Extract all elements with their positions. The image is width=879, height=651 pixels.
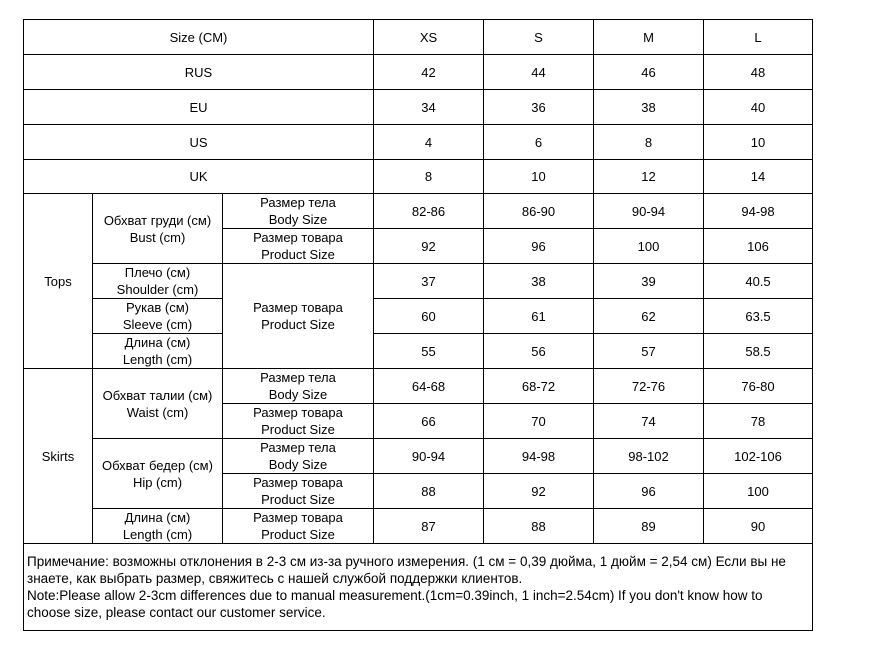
cell-value: 39 xyxy=(594,264,704,299)
hip-label xyxy=(93,439,223,509)
hip-label-en: Hip (cm) xyxy=(132,474,183,490)
cell-value: 90 xyxy=(704,509,813,544)
system-label: US xyxy=(24,125,374,160)
cell-value: 8 xyxy=(594,125,704,160)
cell-value: 63.5 xyxy=(704,299,813,334)
cell-value: 14 xyxy=(704,160,813,194)
cell-value: 57 xyxy=(594,334,704,369)
skirts-label: Skirts xyxy=(24,369,93,544)
cell-value: 92 xyxy=(374,229,484,264)
size-header-s: S xyxy=(484,20,594,55)
table-row xyxy=(24,90,813,125)
type-label-ru: Размер товара xyxy=(253,230,343,245)
cell-value: 88 xyxy=(374,474,484,509)
type-label-en: Product Size xyxy=(261,527,335,542)
cell-value: 10 xyxy=(704,125,813,160)
type-product-size xyxy=(223,404,374,439)
type-body-size xyxy=(223,369,374,404)
cell-value: 68-72 xyxy=(484,369,594,404)
header-row xyxy=(24,20,813,55)
type-label-en: Body Size xyxy=(268,387,328,402)
cell-value: 90-94 xyxy=(374,439,484,474)
table-row xyxy=(24,369,813,404)
type-body-size xyxy=(223,439,374,474)
cell-value: 60 xyxy=(374,299,484,334)
size-chart-table xyxy=(23,19,813,631)
sleeve-label xyxy=(93,299,223,334)
cell-value: 89 xyxy=(594,509,704,544)
waist-label xyxy=(93,369,223,439)
type-product-size xyxy=(223,509,374,544)
skirts-length-label xyxy=(93,509,223,544)
table-row xyxy=(24,55,813,90)
table-row xyxy=(24,439,813,474)
type-label-en: Product Size xyxy=(261,422,335,437)
system-label: RUS xyxy=(24,55,374,90)
type-body-size xyxy=(223,194,374,229)
waist-label-en: Waist (cm) xyxy=(126,404,189,420)
table-row xyxy=(24,264,813,299)
cell-value: 64-68 xyxy=(374,369,484,404)
type-label-en: Body Size xyxy=(268,457,328,472)
sleeve-label-en: Sleeve (cm) xyxy=(122,317,193,332)
type-label-ru: Размер товара xyxy=(253,475,343,490)
sleeve-label-ru: Рукав (см) xyxy=(126,300,189,315)
note-cell xyxy=(24,544,813,631)
cell-value: 92 xyxy=(484,474,594,509)
type-product-size xyxy=(223,229,374,264)
cell-value: 48 xyxy=(704,55,813,90)
size-header-m: M xyxy=(594,20,704,55)
type-label-en: Product Size xyxy=(261,247,335,262)
cell-value: 70 xyxy=(484,404,594,439)
cell-value: 6 xyxy=(484,125,594,160)
cell-value: 98-102 xyxy=(594,439,704,474)
type-product-size xyxy=(223,474,374,509)
cell-value: 12 xyxy=(594,160,704,194)
cell-value: 37 xyxy=(374,264,484,299)
system-label: EU xyxy=(24,90,374,125)
type-label-ru: Размер тела xyxy=(260,440,336,455)
cell-value: 94-98 xyxy=(484,439,594,474)
shoulder-label xyxy=(93,264,223,299)
table-row xyxy=(24,160,813,194)
size-header-xs: XS xyxy=(374,20,484,55)
note-en: Note:Please allow 2-3cm differences due to manual measurement.(1cm=0.39inch, 1 inch=2.54cm) If you don't know how to choose size, please contact our customer service. xyxy=(27,588,763,620)
cell-value: 34 xyxy=(374,90,484,125)
waist-label-ru: Обхват талии (см) xyxy=(102,387,213,403)
cell-value: 61 xyxy=(484,299,594,334)
type-label-ru: Размер товара xyxy=(253,510,343,525)
cell-value: 8 xyxy=(374,160,484,194)
cell-value: 100 xyxy=(704,474,813,509)
length-label-ru: Длина (см) xyxy=(124,510,191,525)
type-label-en: Body Size xyxy=(268,212,328,227)
table-row xyxy=(24,194,813,229)
table-row xyxy=(24,334,813,369)
cell-value: 56 xyxy=(484,334,594,369)
cell-value: 102-106 xyxy=(704,439,813,474)
cell-value: 58.5 xyxy=(704,334,813,369)
length-label-ru: Длина (см) xyxy=(124,335,191,350)
size-title: Size (CM) xyxy=(24,20,374,55)
cell-value: 94-98 xyxy=(704,194,813,229)
shoulder-label-en: Shoulder (cm) xyxy=(116,282,199,297)
bust-label xyxy=(93,194,223,264)
cell-value: 42 xyxy=(374,55,484,90)
table-row xyxy=(24,125,813,160)
type-label-en: Product Size xyxy=(261,317,335,332)
cell-value: 72-76 xyxy=(594,369,704,404)
size-header-l: L xyxy=(704,20,813,55)
note-row xyxy=(24,544,813,631)
type-label-ru: Размер тела xyxy=(260,195,336,210)
cell-value: 87 xyxy=(374,509,484,544)
type-label-ru: Размер товара xyxy=(253,300,343,315)
cell-value: 96 xyxy=(484,229,594,264)
cell-value: 78 xyxy=(704,404,813,439)
bust-label-ru: Обхват груди (см) xyxy=(103,212,212,228)
cell-value: 66 xyxy=(374,404,484,439)
cell-value: 36 xyxy=(484,90,594,125)
cell-value: 74 xyxy=(594,404,704,439)
cell-value: 82-86 xyxy=(374,194,484,229)
cell-value: 10 xyxy=(484,160,594,194)
cell-value: 62 xyxy=(594,299,704,334)
note-ru: Примечание: возможны отклонения в 2-3 см из-за ручного измерения. (1 см = 0,39 дюйма, 1 дюйм = 2,54 см) Если вы не знаете, как выбрать размер, свяжитесь с нашей службой поддержки клиентов. xyxy=(27,554,786,586)
bust-label-en: Bust (cm) xyxy=(129,229,186,245)
cell-value: 55 xyxy=(374,334,484,369)
cell-value: 40 xyxy=(704,90,813,125)
length-label-en: Length (cm) xyxy=(122,352,193,367)
tops-length-label xyxy=(93,334,223,369)
length-label-en: Length (cm) xyxy=(122,527,193,542)
cell-value: 96 xyxy=(594,474,704,509)
type-label-en: Product Size xyxy=(261,492,335,507)
system-label: UK xyxy=(24,160,374,194)
type-label-ru: Размер товара xyxy=(253,405,343,420)
cell-value: 100 xyxy=(594,229,704,264)
cell-value: 76-80 xyxy=(704,369,813,404)
type-product-size xyxy=(223,264,374,369)
cell-value: 46 xyxy=(594,55,704,90)
cell-value: 88 xyxy=(484,509,594,544)
cell-value: 86-90 xyxy=(484,194,594,229)
cell-value: 40.5 xyxy=(704,264,813,299)
cell-value: 44 xyxy=(484,55,594,90)
cell-value: 4 xyxy=(374,125,484,160)
cell-value: 38 xyxy=(484,264,594,299)
shoulder-label-ru: Плечо (см) xyxy=(124,265,191,280)
tops-label: Tops xyxy=(24,194,93,369)
table-row xyxy=(24,299,813,334)
type-label-ru: Размер тела xyxy=(260,370,336,385)
table-row xyxy=(24,509,813,544)
cell-value: 106 xyxy=(704,229,813,264)
hip-label-ru: Обхват бедер (см) xyxy=(102,457,213,473)
cell-value: 38 xyxy=(594,90,704,125)
cell-value: 90-94 xyxy=(594,194,704,229)
